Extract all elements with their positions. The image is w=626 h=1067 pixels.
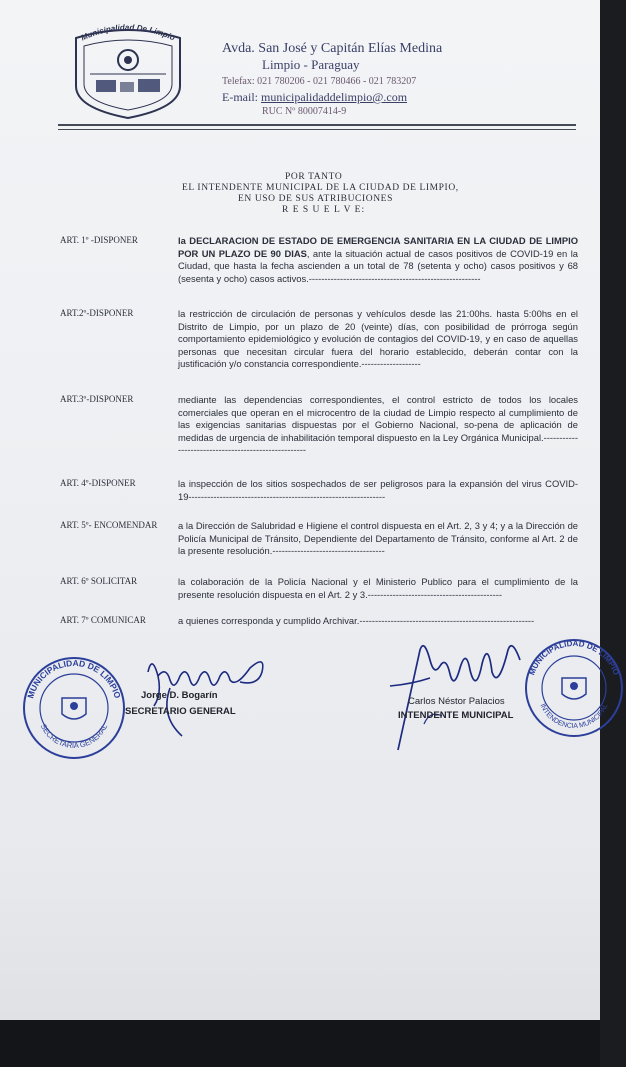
article-3-text: mediante las dependencias correspondientes, el control estricto de todos los locales comerciales que operan en el microcentro de la ciudad de Limpio respecto al cumplimiento de las exigencias sanitarias dispuestas por el Gobierno Nacional, so-pena de aplicación de medidas de urgencia de inhabilitación temporal dispuesto en la Ley Orgánica Municipal.---------------------------------------------------- — [178, 394, 578, 456]
article-2-text: la restricción de circulación de personas y vehículos desde las 21:00hs. hasta 5:00hs en el Distrito de Limpio, por un plazo de 20 (veinte) días, con posibilidad de prórroga según comportamiento epidemiológico y evolución de contagios del COVID-19, y en caso de aquellas personas que necesitan circular fuera del horario establecido, deberán contar con la justificación y/o constancia correspondiente.------------------- — [178, 308, 578, 370]
photo-bottom-edge — [0, 1020, 600, 1067]
article-5-label: ART. 5º- ENCOMENDAR — [60, 520, 158, 530]
svg-text:Municipalidad De Limpio: Municipalidad De Limpio — [79, 22, 177, 43]
preamble-por-tanto: POR TANTO — [285, 172, 343, 182]
mayor-name: Carlos Néstor Palacios — [408, 696, 505, 707]
header-divider-thin — [58, 129, 576, 130]
article-1-body: , ante la situación actual de casos positivos de COVID-19 en la Ciudad, que hasta la fecha ascienden a un total de 78 (setenta y ocho) casos positivos y 68 (sesenta y ocho) casos activos.------------------------------------------------------- — [178, 247, 578, 284]
article-1-label: ART. 1º -DISPONER — [60, 235, 138, 245]
preamble-atribuciones: EN USO DE SUS ATRIBUCIONES — [238, 194, 393, 204]
intendencia-stamp-icon — [522, 636, 626, 740]
svg-text:INTENDENCIA MUNICIPAL: INTENDENCIA MUNICIPAL — [538, 702, 610, 731]
article-4-label: ART. 4º-DISPONER — [60, 478, 136, 488]
letterhead-email — [222, 90, 407, 105]
article-3-label: ART.3º-DISPONER — [60, 394, 134, 404]
email-link[interactable]: municipalidaddelimpio@.com — [261, 90, 408, 104]
secretary-name: Jorge D. Bogarín — [141, 690, 218, 701]
article-7-text: a quienes corresponda y cumplido Archivar.-------------------------------------------------------- — [178, 615, 535, 626]
email-label: E-mail: — [222, 90, 258, 104]
letterhead-ruc: RUC Nº 80007414-9 — [262, 106, 347, 117]
svg-text:MUNICIPALIDAD DE LIMPIO: MUNICIPALIDAD DE LIMPIO — [527, 638, 621, 677]
letterhead-telefax: Telefax: 021 780206 - 021 780466 - 021 783207 — [222, 76, 417, 87]
article-1-bold: la DECLARACION DE ESTADO DE EMERGENCIA SANITARIA EN LA CIUDAD DE LIMPIO POR UN PLAZO DE 90 DIAS — [178, 235, 578, 259]
municipality-logo-icon — [62, 16, 194, 122]
svg-text:SECRETARÍA GENERAL: SECRETARÍA GENERAL — [38, 722, 110, 751]
article-4-text: la inspección de los sitios sospechados de ser peligrosos para la expansión del virus COVID-19--------------------------------------------------------------- — [178, 478, 578, 502]
letterhead-city: Limpio - Paraguay — [262, 57, 360, 72]
article-7-label: ART. 7º COMUNICAR — [60, 615, 146, 625]
svg-text:MUNICIPALIDAD DE LIMPIO: MUNICIPALIDAD DE LIMPIO — [25, 657, 123, 700]
article-6-label: ART. 6º SOLICITAR — [60, 576, 138, 586]
letterhead-address: Avda. San José y Capitán Elías Medina — [222, 41, 443, 56]
secretary-title: SECRETARIO GENERAL — [125, 706, 236, 717]
article-1-text — [178, 235, 578, 285]
preamble-intendente: EL INTENDENTE MUNICIPAL DE LA CIUDAD DE LIMPIO, — [182, 183, 459, 193]
preamble-resuelve: R E S U E L V E: — [282, 205, 366, 215]
header-divider — [58, 124, 576, 126]
mayor-title: INTENDENTE MUNICIPAL — [398, 710, 514, 721]
secretaria-stamp-icon — [18, 650, 130, 760]
article-2-label: ART.2º-DISPONER — [60, 308, 134, 318]
article-6-text: la colaboración de la Policía Nacional y el Ministerio Publico para el cumplimiento de la presente resolución dispuesta en el Art. 2 y 3.------------------------------------------- — [178, 576, 578, 600]
article-5-text: a la Dirección de Salubridad e Higiene el control dispuesta en el Art. 2, 3 y 4; y a la Dirección de Policía Municipal de Tránsito, Dependiente del Departamento de Tránsito, conforme al Art. 2 de la presente resolución.------------------------------------ — [178, 520, 578, 557]
